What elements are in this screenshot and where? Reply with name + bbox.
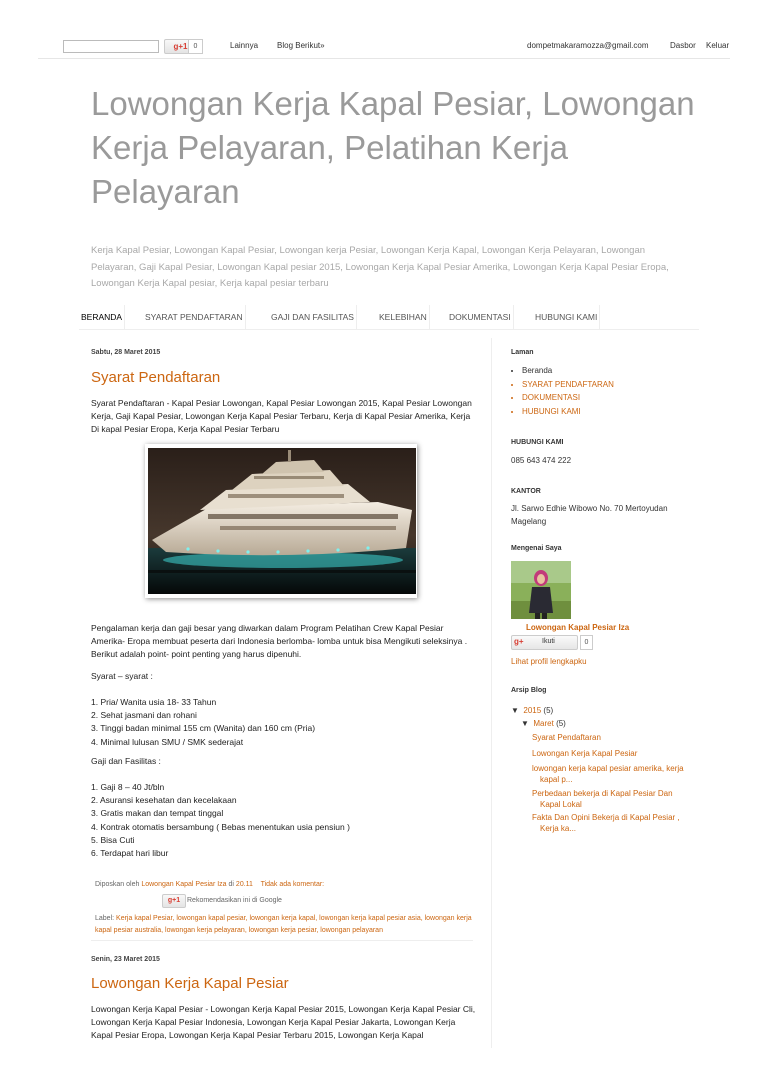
contact-heading: HUBUNGI KAMI: [511, 439, 564, 446]
office-heading: KANTOR: [511, 488, 541, 495]
gplus-icon: g+: [514, 637, 524, 646]
sidebar-item-syarat[interactable]: • SYARAT PENDAFTARAN: [522, 378, 614, 392]
archive-year-count: (5): [543, 706, 554, 715]
list-item: 4. Kontrak otomatis bersambung ( Bebas menentukan usia pensiun ): [91, 821, 350, 832]
archive-month-link[interactable]: Maret: [533, 719, 554, 728]
office-address: Jl. Sarwo Edhie Wibowo No. 70 Mertoyudan Magelang: [511, 504, 668, 526]
list-item: 6. Terdapat hari libur: [91, 848, 169, 859]
follow-label: Ikuti: [542, 638, 555, 645]
archive-month-row: [521, 719, 566, 728]
column-separator: [491, 338, 492, 1048]
sidebar-item-dokumentasi[interactable]: • DOKUMENTASI: [522, 391, 614, 405]
blogger-navbar: [38, 34, 730, 59]
post-time-link[interactable]: 20.11: [235, 881, 253, 888]
post-date: Senin, 23 Maret 2015: [91, 956, 160, 963]
blog-description: Kerja Kapal Pesiar, Lowongan Kapal Pesiar, Lowongan kerja Pesiar, Lowongan Kerja Kapal, Lowongan Kerja Pelayaran, Lowongan Pelayaran, Gaji Kapal Pesiar, Lowongan Kapal pesiar 2015, Lowongan Kerja Kapal Pesiar Amerika, Lowongan Kerja Kapal Pesiar Eropa, Lowongan Kerja Kapal pesiar, Kerja kapal pesiar terbaru: [91, 245, 669, 289]
phone-number: 085 643 474 222: [511, 456, 572, 465]
list-item: 1. Pria/ Wanita usia 18- 33 Tahun: [91, 697, 217, 707]
labels-links[interactable]: Kerja kapal Pesiar, lowongan kapal pesiar, lowongan kerja kapal, lowongan kerja kapal pesiar asia, lowongan kerja kapal pesiar australia, lowongan kerja pelayaran, lowongan kerja pesiar, lowongan pelayaran: [95, 915, 472, 934]
archive-year-row: [511, 706, 553, 715]
post-intro: Syarat Pendaftaran - Kapal Pesiar Lowongan, Kapal Pesiar Lowongan 2015, Kapal Pesiar Lowongan Kerja, Gaji Kapal Pesiar, Lowongan Kerja Kapal Pesiar Terbaru, Kerja di Kapal Pesiar Amerika, Kerja Di kapal Pesiar Eropa, Kerja Kapal Pesiar Terbaru: [91, 398, 472, 435]
recommend-gplus-button[interactable]: g+1: [162, 894, 186, 908]
post-title[interactable]: Syarat Pendaftaran: [91, 369, 221, 386]
archive-post-link[interactable]: Syarat Pendaftaran: [532, 733, 601, 742]
logout-link[interactable]: Keluar: [706, 41, 730, 50]
syarat-heading: Syarat – syarat :: [91, 671, 153, 681]
list-item: 5. Bisa Cuti: [91, 834, 135, 845]
archive-post-link[interactable]: lowongan kerja kapal pesiar amerika, kerja kapal p...: [532, 764, 684, 784]
archive-post-link[interactable]: Perbedaan bekerja di Kapal Pesiar Dan Kapal Lokal: [532, 789, 673, 809]
list-item: 1. Gaji 8 – 40 Jt/bln: [91, 782, 165, 792]
comments-link[interactable]: Tidak ada komentar:: [260, 881, 325, 888]
archive-month-count: (5): [556, 719, 566, 728]
post-labels: [95, 913, 475, 937]
follow-button[interactable]: [511, 635, 578, 650]
tab-beranda[interactable]: BERANDA: [79, 305, 125, 329]
tab-kelebihan[interactable]: KELEBIHAN: [377, 305, 430, 329]
profile-photo[interactable]: [511, 561, 571, 619]
sidebar-item-hubungi[interactable]: • HUBUNGI KAMI: [522, 405, 614, 419]
page-tabs: [79, 305, 699, 330]
view-profile-link[interactable]: Lihat profil lengkapku: [511, 657, 587, 666]
archive-post-link[interactable]: Fakta Dan Opini Bekerja di Kapal Pesiar , Kerja ka...: [532, 813, 680, 833]
list-item: 2. Asuransi kesehatan dan kecelakaan: [91, 795, 237, 806]
about-heading: Mengenai Saya: [511, 545, 562, 552]
archive-year-link[interactable]: 2015: [523, 706, 542, 715]
labels-prefix: Label:: [95, 915, 115, 922]
gplus-button[interactable]: g+1: [164, 39, 197, 54]
tab-syarat-pendaftaran[interactable]: SYARAT PENDAFTARAN: [143, 305, 246, 329]
dashboard-link[interactable]: Dasbor: [670, 41, 696, 50]
gplus-count: 0: [188, 39, 203, 54]
author-link[interactable]: Lowongan Kapal Pesiar Iza: [141, 881, 227, 888]
sidebar-item-beranda[interactable]: • Beranda: [522, 364, 614, 378]
expand-toggle-icon[interactable]: ▼: [521, 719, 529, 728]
post-footer-line: [95, 881, 324, 888]
profile-name-link[interactable]: Lowongan Kapal Pesiar Iza: [526, 623, 630, 632]
list-item: 4. Minimal lulusan SMU / SMK sederajat: [91, 736, 244, 747]
more-link[interactable]: Lainnya: [230, 41, 259, 50]
recommend-text: Rekomendasikan ini di Google: [187, 897, 282, 904]
pages-list: [511, 364, 614, 418]
post-paragraph: Pengalaman kerja dan gaji besar yang diwarkan dalam Program Pelatihan Crew Kapal Pesiar Amerika- Eropa membuat peserta dari Indonesia berlomba- lomba untuk bisa Mengikuti seleksinya . Berikut adalah point- point penting yang harus dipenuhi.: [91, 623, 468, 660]
gaji-list: [91, 781, 350, 860]
user-email: dompetmakaramozza@gmail.com: [527, 41, 649, 50]
post-divider: [91, 940, 473, 941]
blog-title[interactable]: Lowongan Kerja Kapal Pesiar, Lowongan Kerja Pelayaran, Pelatihan Kerja Pelayaran: [91, 85, 695, 210]
next-blog-link[interactable]: Blog Berikut»: [277, 41, 325, 50]
post-title[interactable]: Lowongan Kerja Kapal Pesiar: [91, 975, 289, 992]
posted-by-label: Diposkan oleh: [95, 881, 140, 888]
archive-post-link[interactable]: Lowongan Kerja Kapal Pesiar: [532, 749, 638, 758]
navbar-search-input[interactable]: [63, 40, 159, 53]
at-label: di: [228, 881, 234, 888]
list-item: 2. Sehat jasmani dan rohani: [91, 710, 197, 721]
follow-count: 0: [580, 635, 593, 650]
tab-hubungi-kami[interactable]: HUBUNGI KAMI: [533, 305, 600, 329]
list-item: 3. Tinggi badan minimal 155 cm (Wanita) dan 160 cm (Pria): [91, 723, 316, 734]
tab-gaji-dan-fasilitas[interactable]: GAJI DAN FASILITAS: [269, 305, 357, 329]
cruise-ship-image[interactable]: [148, 448, 416, 594]
pages-heading: Laman: [511, 349, 534, 356]
expand-toggle-icon[interactable]: ▼: [511, 706, 519, 715]
post-date: Sabtu, 28 Maret 2015: [91, 349, 161, 356]
post-intro: Lowongan Kerja Kapal Pesiar - Lowongan Kerja Kapal Pesiar 2015, Lowongan Kerja Kapal Pesiar Cli, Lowongan Kerja Kapal Pesiar Indonesia, Lowongan Kerja Kapal Pesiar Jakarta, Lowongan Kerja Kapal Pesiar Eropa, Lowongan Kerja Kapal Pesiar Terbaru 2015, Lowongan Kerja Kapal: [91, 1004, 476, 1041]
archive-heading: Arsip Blog: [511, 687, 547, 694]
list-item: 3. Gratis makan dan tempat tinggal: [91, 808, 224, 819]
syarat-list: [91, 696, 315, 749]
tab-dokumentasi[interactable]: DOKUMENTASI: [447, 305, 514, 329]
post-image-frame[interactable]: [145, 444, 417, 598]
gaji-heading: Gaji dan Fasilitas :: [91, 756, 161, 766]
